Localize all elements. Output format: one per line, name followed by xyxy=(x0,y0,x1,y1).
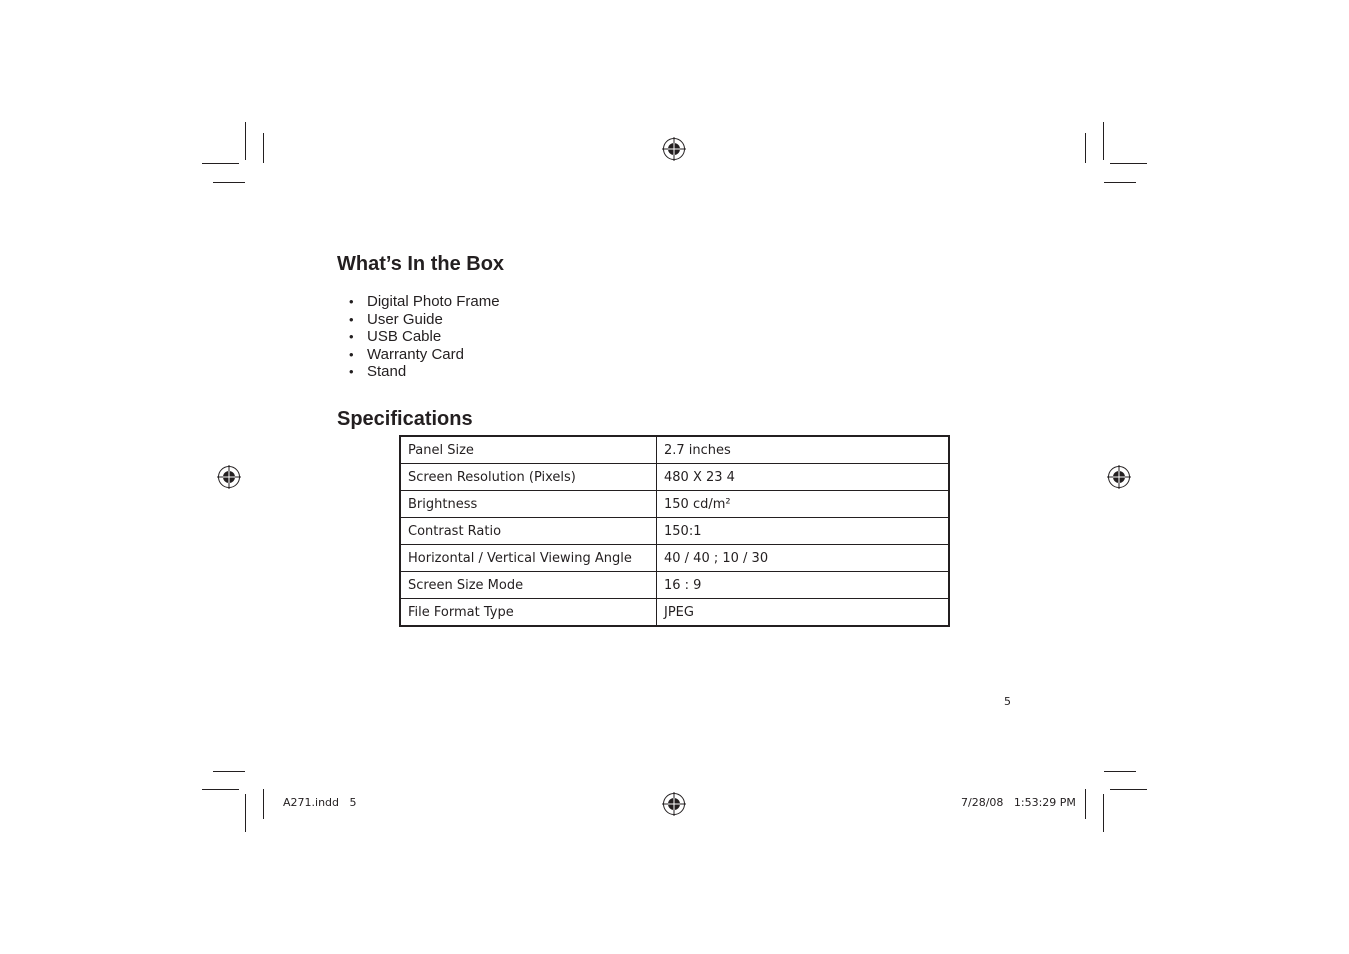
box-contents-list xyxy=(349,293,500,381)
crop-mark xyxy=(245,794,246,832)
box-contents-heading: What’s In the Box xyxy=(337,253,505,275)
specifications-heading: Specifications xyxy=(337,408,473,430)
registration-mark-icon xyxy=(217,465,241,489)
spec-label: Brightness xyxy=(400,491,657,518)
crop-mark xyxy=(1103,122,1104,160)
crop-mark xyxy=(263,789,264,819)
spec-value: JPEG xyxy=(657,599,950,627)
crop-mark xyxy=(1110,163,1147,164)
spec-value: 40 / 40 ; 10 / 30 xyxy=(657,545,950,572)
crop-mark xyxy=(213,182,245,183)
spec-value: 16 : 9 xyxy=(657,572,950,599)
specifications-table xyxy=(399,435,950,627)
registration-mark-icon xyxy=(1107,465,1131,489)
crop-mark xyxy=(1085,789,1086,819)
registration-mark-icon xyxy=(662,137,686,161)
crop-mark xyxy=(263,133,264,163)
list-item: • Warranty Card xyxy=(349,346,500,364)
spec-value: 150:1 xyxy=(657,518,950,545)
table-row xyxy=(400,599,949,627)
spec-value: 2.7 inches xyxy=(657,436,950,464)
table-row xyxy=(400,572,949,599)
table-row xyxy=(400,518,949,545)
registration-mark-icon xyxy=(662,792,686,816)
list-item: • Digital Photo Frame xyxy=(349,293,500,311)
spec-label: Screen Size Mode xyxy=(400,572,657,599)
spec-label: File Format Type xyxy=(400,599,657,627)
crop-mark xyxy=(1085,133,1086,163)
table-row xyxy=(400,464,949,491)
crop-mark xyxy=(1104,771,1136,772)
table-row xyxy=(400,436,949,464)
spec-label: Panel Size xyxy=(400,436,657,464)
crop-mark xyxy=(202,789,239,790)
spec-label: Horizontal / Vertical Viewing Angle xyxy=(400,545,657,572)
crop-mark xyxy=(213,771,245,772)
spec-label: Screen Resolution (Pixels) xyxy=(400,464,657,491)
crop-mark xyxy=(1104,182,1136,183)
crop-mark xyxy=(1110,789,1147,790)
list-item: • User Guide xyxy=(349,311,500,329)
list-item: • USB Cable xyxy=(349,328,500,346)
crop-mark xyxy=(202,163,239,164)
crop-mark xyxy=(1103,794,1104,832)
spec-label: Contrast Ratio xyxy=(400,518,657,545)
slug-filename: A271.indd 5 xyxy=(283,796,357,809)
slug-timestamp: 7/28/08 1:53:29 PM xyxy=(961,796,1076,809)
spec-value: 480 X 23 4 xyxy=(657,464,950,491)
table-row xyxy=(400,545,949,572)
page-number: 5 xyxy=(1004,695,1011,708)
spec-value: 150 cd/m² xyxy=(657,491,950,518)
crop-mark xyxy=(245,122,246,160)
table-row xyxy=(400,491,949,518)
list-item: • Stand xyxy=(349,363,500,381)
